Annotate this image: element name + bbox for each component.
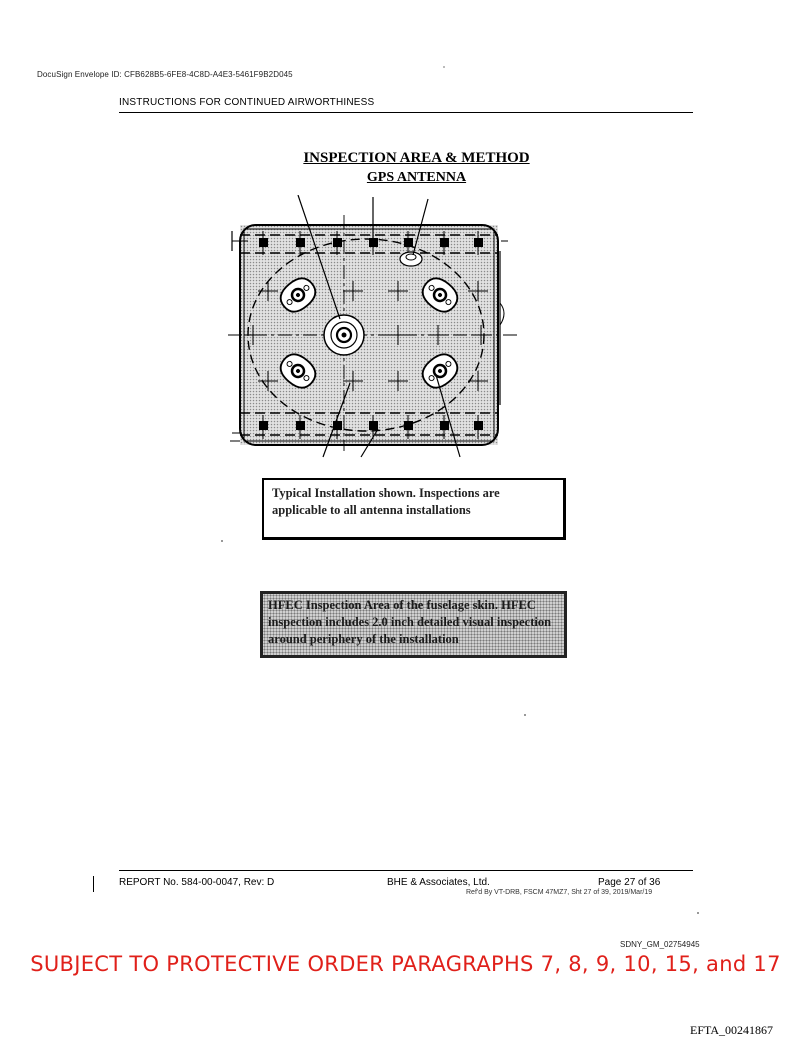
center-antenna-element [324,315,364,355]
footer-rule [119,870,693,871]
typical-installation-note [262,478,566,540]
hfec-inspection-note [260,591,567,658]
protective-order-notice: SUBJECT TO PROTECTIVE ORDER PARAGRAPHS 7, 8, 9, 10, 15, and 17 [30,952,781,976]
efta-number: EFTA_00241867 [690,1023,774,1037]
hfec-inspection-text: HFEC Inspection Area of the fuselage skin. HFEC inspection includes 2.0 inch detailed visual inspection around periphery of the installation [268,598,552,646]
antenna-installation-diagram [228,195,518,470]
page-title: INSPECTION AREA & METHOD [303,150,530,166]
company-name: BHE & Associates, Ltd. [387,877,490,888]
typical-installation-text: Typical Installation shown. Inspections are applicable to all antenna installations [272,486,500,517]
page-number: Page 27 of 36 [598,877,661,888]
page-subtitle: GPS ANTENNA [366,170,467,185]
scan-speck [524,714,526,716]
scan-speck [697,912,699,914]
section-header: INSTRUCTIONS FOR CONTINUED AIRWORTHINESS [119,97,375,108]
report-number: REPORT No. 584-00-0047, Rev: D [119,877,275,888]
docusign-envelope-id: DocuSign Envelope ID: CFB628B5-6FE8-4C8D-A4E3-5461F9B2D045 [37,70,293,79]
header-rule [119,112,693,113]
scan-speck [221,540,223,542]
revision-margin-bar [93,876,94,892]
bates-number: SDNY_GM_02754945 [620,940,700,949]
scan-speck [443,66,445,68]
reference-line: Ref'd By VT-DRB, FSCM 47MZ7, Sht 27 of 39, 2019/Mar/19 [466,889,653,896]
